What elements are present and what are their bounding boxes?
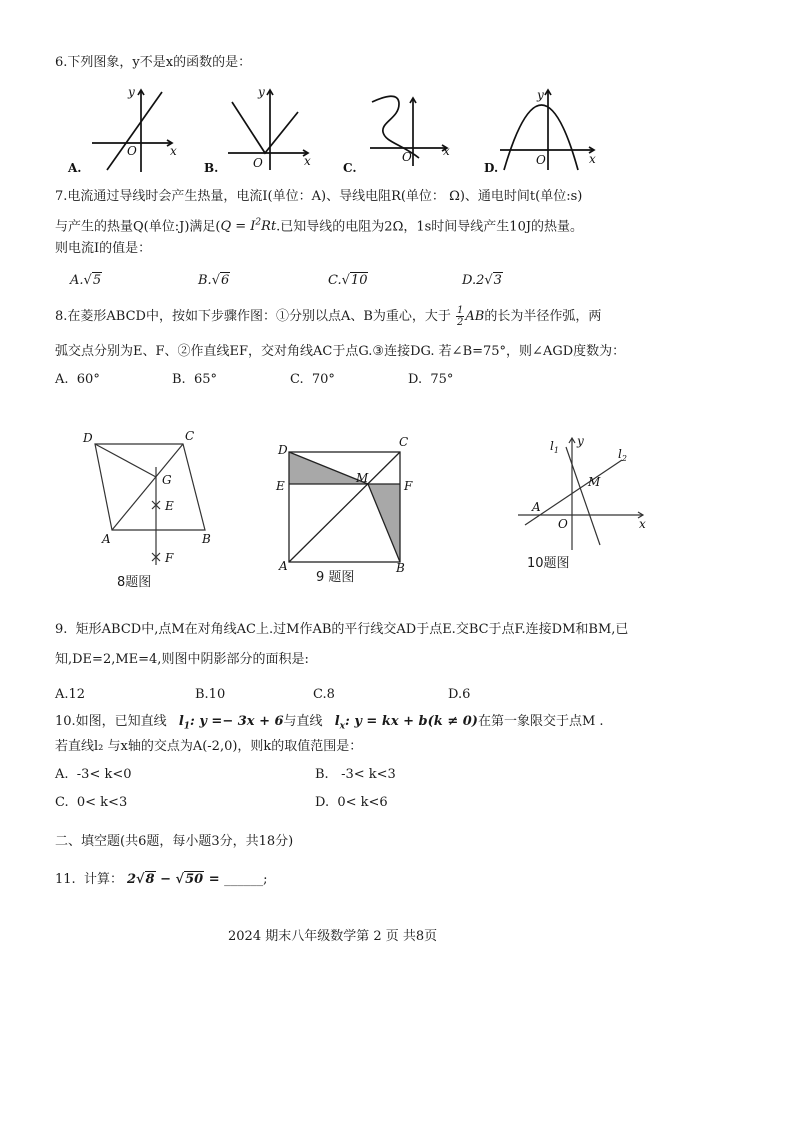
radical-sign-2: √: [175, 872, 185, 887]
fraction-one-half: [456, 305, 464, 328]
graph-b-strokes: [228, 90, 308, 170]
q6-graph-b: [198, 82, 316, 179]
q10-middle: 与直线: [283, 714, 327, 729]
figure-10-caption: 10题图: [527, 556, 570, 571]
coefficient: 2: [126, 872, 136, 887]
line-l2-equation: [334, 714, 478, 732]
q9-option-a: A.12: [55, 687, 86, 702]
fraction-denominator: 2: [457, 317, 464, 328]
line-l2-subscript: 2: [621, 454, 627, 463]
q6-stem: 6.下列图象，y不是x的函数的是：: [55, 55, 252, 70]
y-axis-label: y: [537, 88, 544, 102]
q8-option-a: A. 60°: [55, 372, 100, 387]
radicand-2: 50: [185, 872, 204, 887]
q11-line: [55, 871, 268, 889]
diagonal-ac: [112, 444, 183, 530]
point-f-label: F: [404, 479, 413, 493]
point-e-label: E: [165, 499, 174, 513]
point-g-label: G: [162, 473, 172, 487]
q7-option-c: [328, 272, 368, 290]
segment-dg: [95, 444, 156, 477]
q8-line-2: 弧交点分别为E、F、②作直线EF，交对角线AC于点G.③连接DG. 若∠B=75°，则∠AGD度数为：: [55, 344, 626, 359]
rhombus-abcd: [95, 444, 205, 530]
q8-option-b: B. 65°: [172, 372, 217, 387]
q7-option-b: [198, 272, 230, 290]
x-axis-label: x: [443, 144, 450, 158]
q9-option-d: D.6: [448, 687, 471, 702]
l2-subscript: x: [339, 721, 346, 732]
q9-option-c: C.8: [313, 687, 335, 702]
origin-label: O: [253, 156, 263, 170]
x-axis-label: x: [639, 517, 646, 531]
q10-line-2: 若直线l₂ 与x轴的交点为A(-2,0)，则k的取值范围是：: [55, 739, 363, 754]
origin-label: O: [536, 153, 546, 167]
point-e-label: E: [276, 479, 285, 493]
q7-formula: [220, 219, 276, 234]
point-a-label: A: [102, 532, 111, 546]
q10-suffix: 在第一象限交于点M .: [477, 714, 604, 729]
fraction-numerator: 1: [457, 305, 464, 316]
point-c-label: C: [399, 435, 409, 449]
origin-label: O: [402, 150, 412, 164]
q8-option-d: D. 75°: [408, 372, 454, 387]
q7-line-2-suffix: .已知导线的电阻为2Ω，1s时间导线产生10J的热量。: [276, 219, 584, 235]
q6-graph-c: [335, 82, 453, 179]
segment-ab: AB: [465, 309, 485, 324]
graph-d-strokes: [500, 90, 594, 170]
x-axis-label: x: [304, 154, 311, 168]
radicand-1: 8: [145, 872, 155, 887]
formula-rest: Rt: [261, 219, 277, 235]
q10-line-1: [55, 713, 604, 736]
point-a-label: A: [532, 500, 541, 514]
option-radicand: 10: [350, 273, 368, 288]
option-label-d: D.: [484, 161, 499, 175]
line-l1-letter: l: [550, 439, 554, 453]
q7-option-a: [70, 272, 102, 290]
page-footer: 2024 期末八年级数学第 2 页 共8页: [228, 929, 438, 944]
point-d-label: D: [278, 443, 288, 457]
l2-formula: : y = kx + b(k ≠ 0): [345, 714, 478, 729]
option-label: B.: [198, 273, 212, 288]
origin-label: O: [127, 144, 137, 158]
x-axis-label: x: [170, 144, 177, 158]
q9-line-2: 知,DE=2,ME=4,则图中阴影部分的面积是:: [55, 652, 309, 667]
line-l1-subscript: 1: [553, 446, 559, 455]
line-l2-letter: l: [618, 447, 622, 461]
formula-exponent: 2: [255, 218, 262, 228]
option-coefficient: 2: [476, 273, 485, 288]
point-f-label: F: [165, 551, 174, 565]
point-b-label: B: [202, 532, 211, 546]
q9-line-1: 9. 矩形ABCD中,点M在对角线AC上.过M作AB的平行线交AD于点E.交BC于点F.连接DM和BM,已: [55, 622, 629, 637]
origin-label: O: [558, 517, 568, 531]
q8-line-1-suffix: 的长为半径作弧，两: [484, 309, 602, 324]
l2-letter: l: [334, 714, 340, 729]
option-label: C.: [328, 273, 342, 288]
x-axis-label: x: [589, 152, 596, 166]
answer-blank: ______: [224, 872, 264, 887]
section-2-heading: 二、填空题(共6题，每小题3分，共18分): [55, 834, 294, 849]
q10-option-d: D. 0< k<6: [315, 795, 388, 810]
q9-option-b: B.10: [195, 687, 226, 702]
radical-sign: √: [341, 273, 350, 288]
q7-option-d: [462, 272, 503, 290]
figure-8-strokes: [95, 444, 205, 565]
point-c-label: C: [185, 429, 195, 443]
formula-base: Q = I: [220, 219, 256, 235]
point-m-label: M: [588, 475, 601, 489]
radical-sign: √: [484, 273, 493, 288]
q10-prefix: 10.如图，已知直线: [55, 714, 171, 729]
figure-10-lines: [510, 432, 655, 554]
graph-v-line: [232, 102, 298, 153]
option-radicand: 6: [220, 273, 230, 288]
radical-sign: √: [136, 872, 145, 887]
y-axis-label: y: [577, 434, 584, 448]
radical-sign: √: [83, 273, 92, 288]
option-radicand: 5: [92, 273, 102, 288]
option-radicand: 3: [493, 273, 502, 288]
figure-8-caption: 8题图: [117, 575, 152, 590]
l1-subscript: 1: [183, 721, 191, 732]
option-label-b: B.: [204, 161, 219, 175]
q8-line-1-prefix: 8.在菱形ABCD中，按如下步骤作图：①分别以点A、B为重心，大于: [55, 309, 456, 324]
q10-option-a: A. -3< k<0: [55, 767, 132, 782]
graph-line: [107, 92, 162, 170]
q7-line-3: 则电流Ⅰ的值是：: [55, 241, 152, 256]
q11-end: ;: [263, 872, 268, 887]
point-d-label: D: [83, 431, 93, 445]
q6-graph-a: [62, 82, 180, 179]
q11-prefix: 11. 计算：: [55, 872, 123, 887]
figure-9-caption: 9 题图: [316, 570, 355, 585]
l1-formula: : y =− 3x + 6: [190, 714, 284, 729]
q7-line-2: [55, 214, 583, 236]
figure-9-rectangle: [270, 432, 420, 574]
q10-option-b: B. -3< k<3: [315, 767, 396, 782]
option-label: D.: [462, 273, 477, 288]
y-axis-label: y: [258, 85, 265, 99]
line-l1: [566, 447, 600, 545]
point-m-label: M: [356, 471, 369, 485]
line-l1-label: [550, 439, 559, 455]
option-label-c: C.: [343, 161, 357, 175]
y-axis-label: y: [128, 85, 135, 99]
q8-line-1: [55, 305, 601, 328]
line-l1-equation: [178, 714, 284, 732]
point-a-label: A: [279, 559, 288, 573]
point-b-label: B: [396, 561, 405, 575]
figure-8-rhombus: [75, 425, 225, 575]
minus-sign: −: [155, 872, 176, 887]
q11-expression: [127, 872, 224, 887]
option-label: A.: [70, 273, 84, 288]
q6-graph-d: [478, 82, 600, 179]
equals-sign: =: [204, 872, 225, 887]
l1-letter: l: [178, 714, 184, 729]
line-l2-label: [618, 447, 627, 463]
q8-option-c: C. 70°: [290, 372, 335, 387]
radical-sign: √: [211, 273, 220, 288]
q7-line-2-prefix: 与产生的热量Q(单位:J)满足(: [55, 219, 221, 235]
graph-a-strokes: [92, 90, 172, 172]
option-label-a: A.: [68, 161, 82, 175]
q10-option-c: C. 0< k<3: [55, 795, 128, 810]
q7-line-1: 7.电流通过导线时会产生热量，电流I(单位：A)、导线电阻R(单位： Ω)、通电时间t(单位:s): [55, 189, 583, 204]
